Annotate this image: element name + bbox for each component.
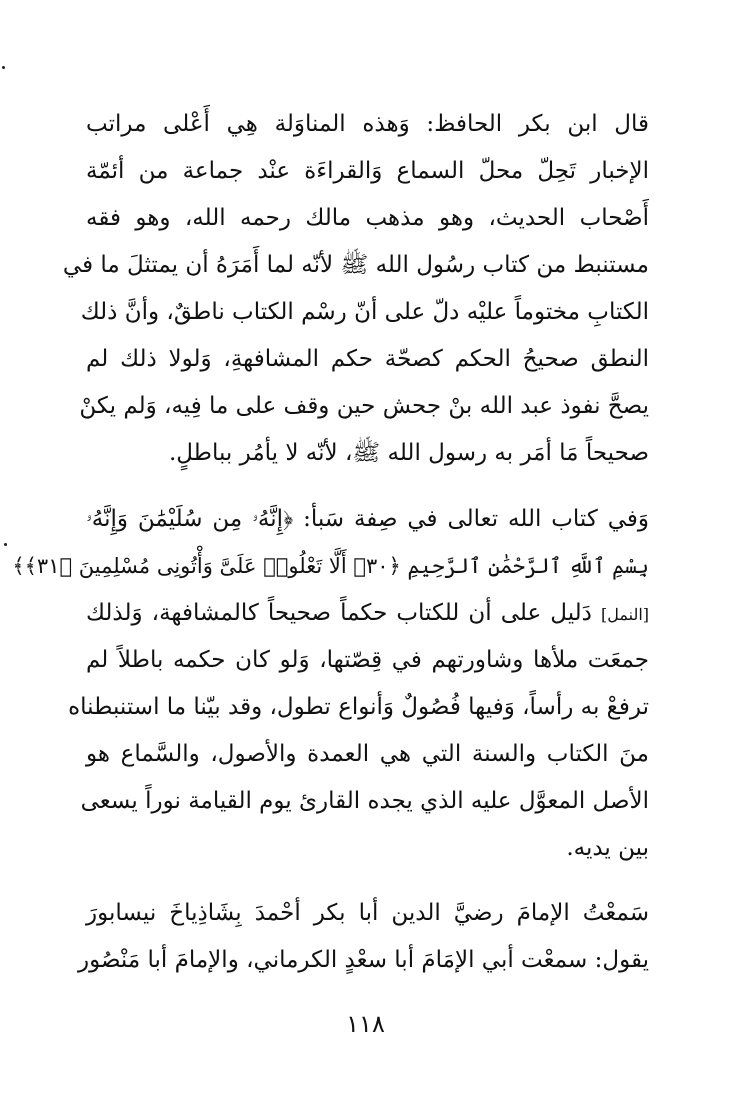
text-line: النطق صحيحُ الحكم كصحّة حكم المشافهةِ، وَلولا ذلك لم: [86, 346, 649, 372]
text-line: سَمعْتُ الإمامَ رضيَّ الدين أبا بكر أحْمدَ بِشَاذِياخَ نيسابورَ: [86, 900, 649, 926]
text-line: وَفي كتاب الله تعالى في صِفة سَبأ: ﴿إِنَّهُۥ مِن سُلَيْمَٰنَ وَإِنَّهُۥ: [86, 506, 649, 532]
text-line: بين يديه.: [566, 835, 649, 861]
margin-speck: [2, 66, 5, 69]
text-line: يقول: سمعْت أبي الإمَامَ أبا سعْدٍ الكرماني، والإمامَ أبا مَنْصُور: [78, 947, 649, 973]
page-number: ١١٨: [346, 1010, 385, 1038]
paragraph-1: [62, 101, 649, 477]
text-line: مستنبط من كتاب رسُول الله ﷺ لأنّه لما أَمَرَهُ أن يمتثلَ ما في: [62, 252, 649, 278]
text-line: يصحَّ نفوذ عبد الله بنْ جحش حين وقف على ما فِيه، وَلم يكنْ: [79, 393, 649, 419]
text-line: الأصل المعوَّل عليه الذي يجده القارئ يوم القيامة نوراً يسعى: [80, 788, 649, 814]
text-line: أَصْحاب الحديث، وهو مذهب مالك رحمه الله، وهو فقه: [86, 205, 649, 231]
quran-verse-line: بِسْمِ ٱللَّهِ ٱلرَّحْمَٰنِ ٱلرَّحِيمِ ﴿٣٠﴾ أَلَّا تَعْلُوا۟ عَلَىَّ وَأْتُونِى مُسْلِمِينَ ﴿٣١﴾﴾: [12, 554, 649, 578]
text-line: منَ الكتاب والسنة التي هي العمدة والأصول، والسَّماع هو: [86, 741, 649, 767]
text-line: قال ابن بكر الحافظ: وَهذه المناوَلة هِي أَعْلى مراتب: [86, 111, 649, 137]
margin-speck: [4, 543, 7, 546]
text-line: دَليل على أن للكتاب حكماً صحيحاً كالمشافهة، وَلذلك: [86, 600, 592, 626]
text-line: الإخبار تَحِلّ محلّ السماع وَالقراءَة عنْد جماعة من أئمّة: [86, 158, 649, 184]
surah-reference: [النمل]: [601, 605, 649, 624]
text-line-with-reference: [86, 590, 649, 637]
paragraph-2: [12, 496, 649, 872]
paragraph-3: [78, 890, 649, 984]
text-line: صحيحاً مَا أمَر به رسول الله ﷺ، لأنّه لا يأمُر بباطلٍ.: [168, 440, 649, 466]
text-line: جمعَت ملأها وشاورتهم في قِصّتها، وَلو كان حكمه باطلاً لم: [86, 647, 649, 673]
text-line: الكتابِ مختوماً عليْه دلّ على أنّ رسْم الكتاب ناطقٌ، وأنَّ ذلك: [80, 299, 649, 325]
text-line: ترفعْ به رأساً، وَفيها فُصُولٌ وَأنواع تطول، وقد بيّنا ما استنبطناه: [68, 694, 649, 720]
